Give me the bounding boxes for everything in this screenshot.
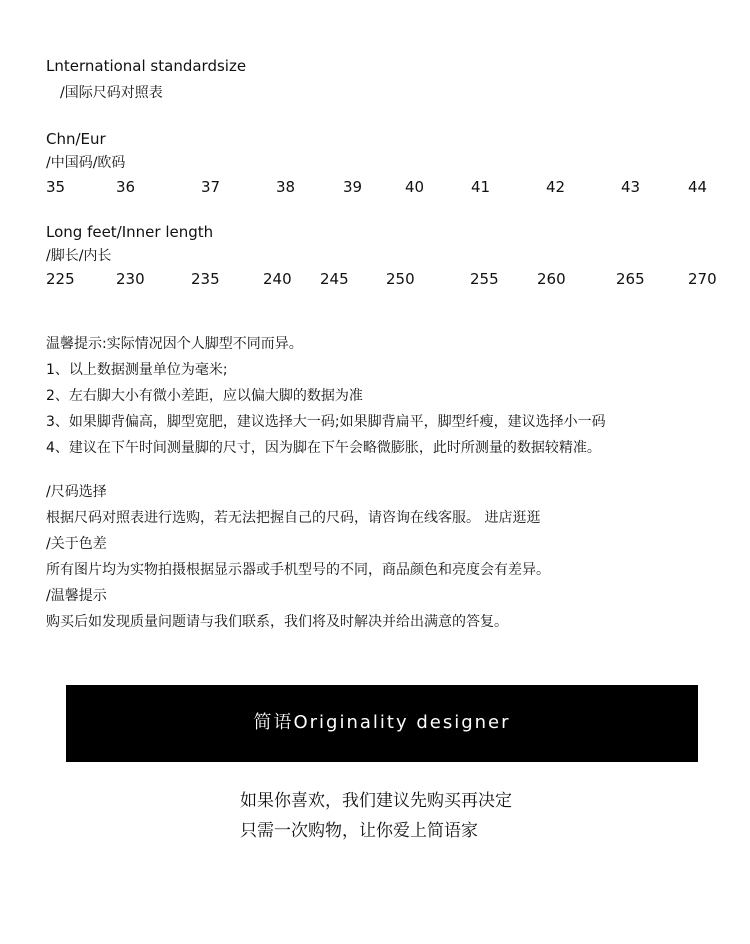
tips-heading: 温馨提示:实际情况因个人脚型不同而异。 — [46, 336, 303, 352]
color-difference-heading: /关于色差 — [46, 536, 107, 552]
length-cell: 225 — [46, 270, 75, 288]
size-cell: 39 — [343, 178, 363, 196]
tip-item: 4、建议在下午时间测量脚的尺寸，因为脚在下午会略微膨胀，此时所测量的数据较精准。 — [46, 440, 601, 456]
length-cell: 245 — [320, 270, 349, 288]
foot-length-label-en: Long feet/Inner length — [46, 223, 214, 241]
tip-item: 1、以上数据测量单位为毫米; — [46, 362, 228, 378]
size-cell: 43 — [621, 178, 641, 196]
size-cell: 42 — [546, 178, 566, 196]
size-cell: 35 — [46, 178, 66, 196]
size-cell: 41 — [471, 178, 491, 196]
chn-eur-size-row — [0, 177, 750, 197]
size-cell: 37 — [201, 178, 221, 196]
length-cell: 270 — [688, 270, 717, 288]
length-cell: 240 — [263, 270, 292, 288]
length-cell: 235 — [191, 270, 220, 288]
length-cell: 230 — [116, 270, 145, 288]
reminder-heading: /温馨提示 — [46, 588, 107, 604]
slogan-line-2: 只需一次购物，让你爱上简语家 — [240, 821, 478, 841]
size-selection-text: 根据尺码对照表进行选购，若无法把握自己的尺码，请咨询在线客服。 进店逛逛 — [46, 510, 541, 526]
length-cell: 255 — [470, 270, 499, 288]
tip-item: 3、如果脚背偏高，脚型宽肥，建议选择大一码;如果脚背扁平，脚型纤瘦，建议选择小一码 — [46, 414, 606, 430]
reminder-text: 购买后如发现质量问题请与我们联系，我们将及时解决并给出满意的答复。 — [46, 614, 508, 630]
size-cell: 36 — [116, 178, 136, 196]
length-cell: 250 — [386, 270, 415, 288]
slogan-line-1: 如果你喜欢，我们建议先购买再决定 — [240, 791, 512, 811]
color-difference-text: 所有图片均为实物拍摄根据显示器或手机型号的不同，商品颜色和亮度会有差异。 — [46, 562, 550, 578]
foot-length-label-cn: /脚长/内长 — [46, 248, 112, 264]
brand-banner — [66, 685, 698, 762]
size-cell: 40 — [405, 178, 425, 196]
size-chart-title-en: Lnternational standardsize — [46, 57, 247, 75]
foot-length-row — [0, 269, 750, 289]
length-cell: 265 — [616, 270, 645, 288]
size-cell: 44 — [688, 178, 708, 196]
size-cell: 38 — [276, 178, 296, 196]
brand-banner-text: 简语Originality designer — [253, 712, 511, 733]
length-cell: 260 — [537, 270, 566, 288]
size-chart-title-cn: /国际尺码对照表 — [60, 85, 163, 101]
tip-item: 2、左右脚大小有微小差距，应以偏大脚的数据为准 — [46, 388, 363, 404]
size-selection-heading: /尺码选择 — [46, 484, 107, 500]
chn-eur-label-cn: /中国码/欧码 — [46, 155, 126, 171]
chn-eur-label-en: Chn/Eur — [46, 130, 106, 148]
